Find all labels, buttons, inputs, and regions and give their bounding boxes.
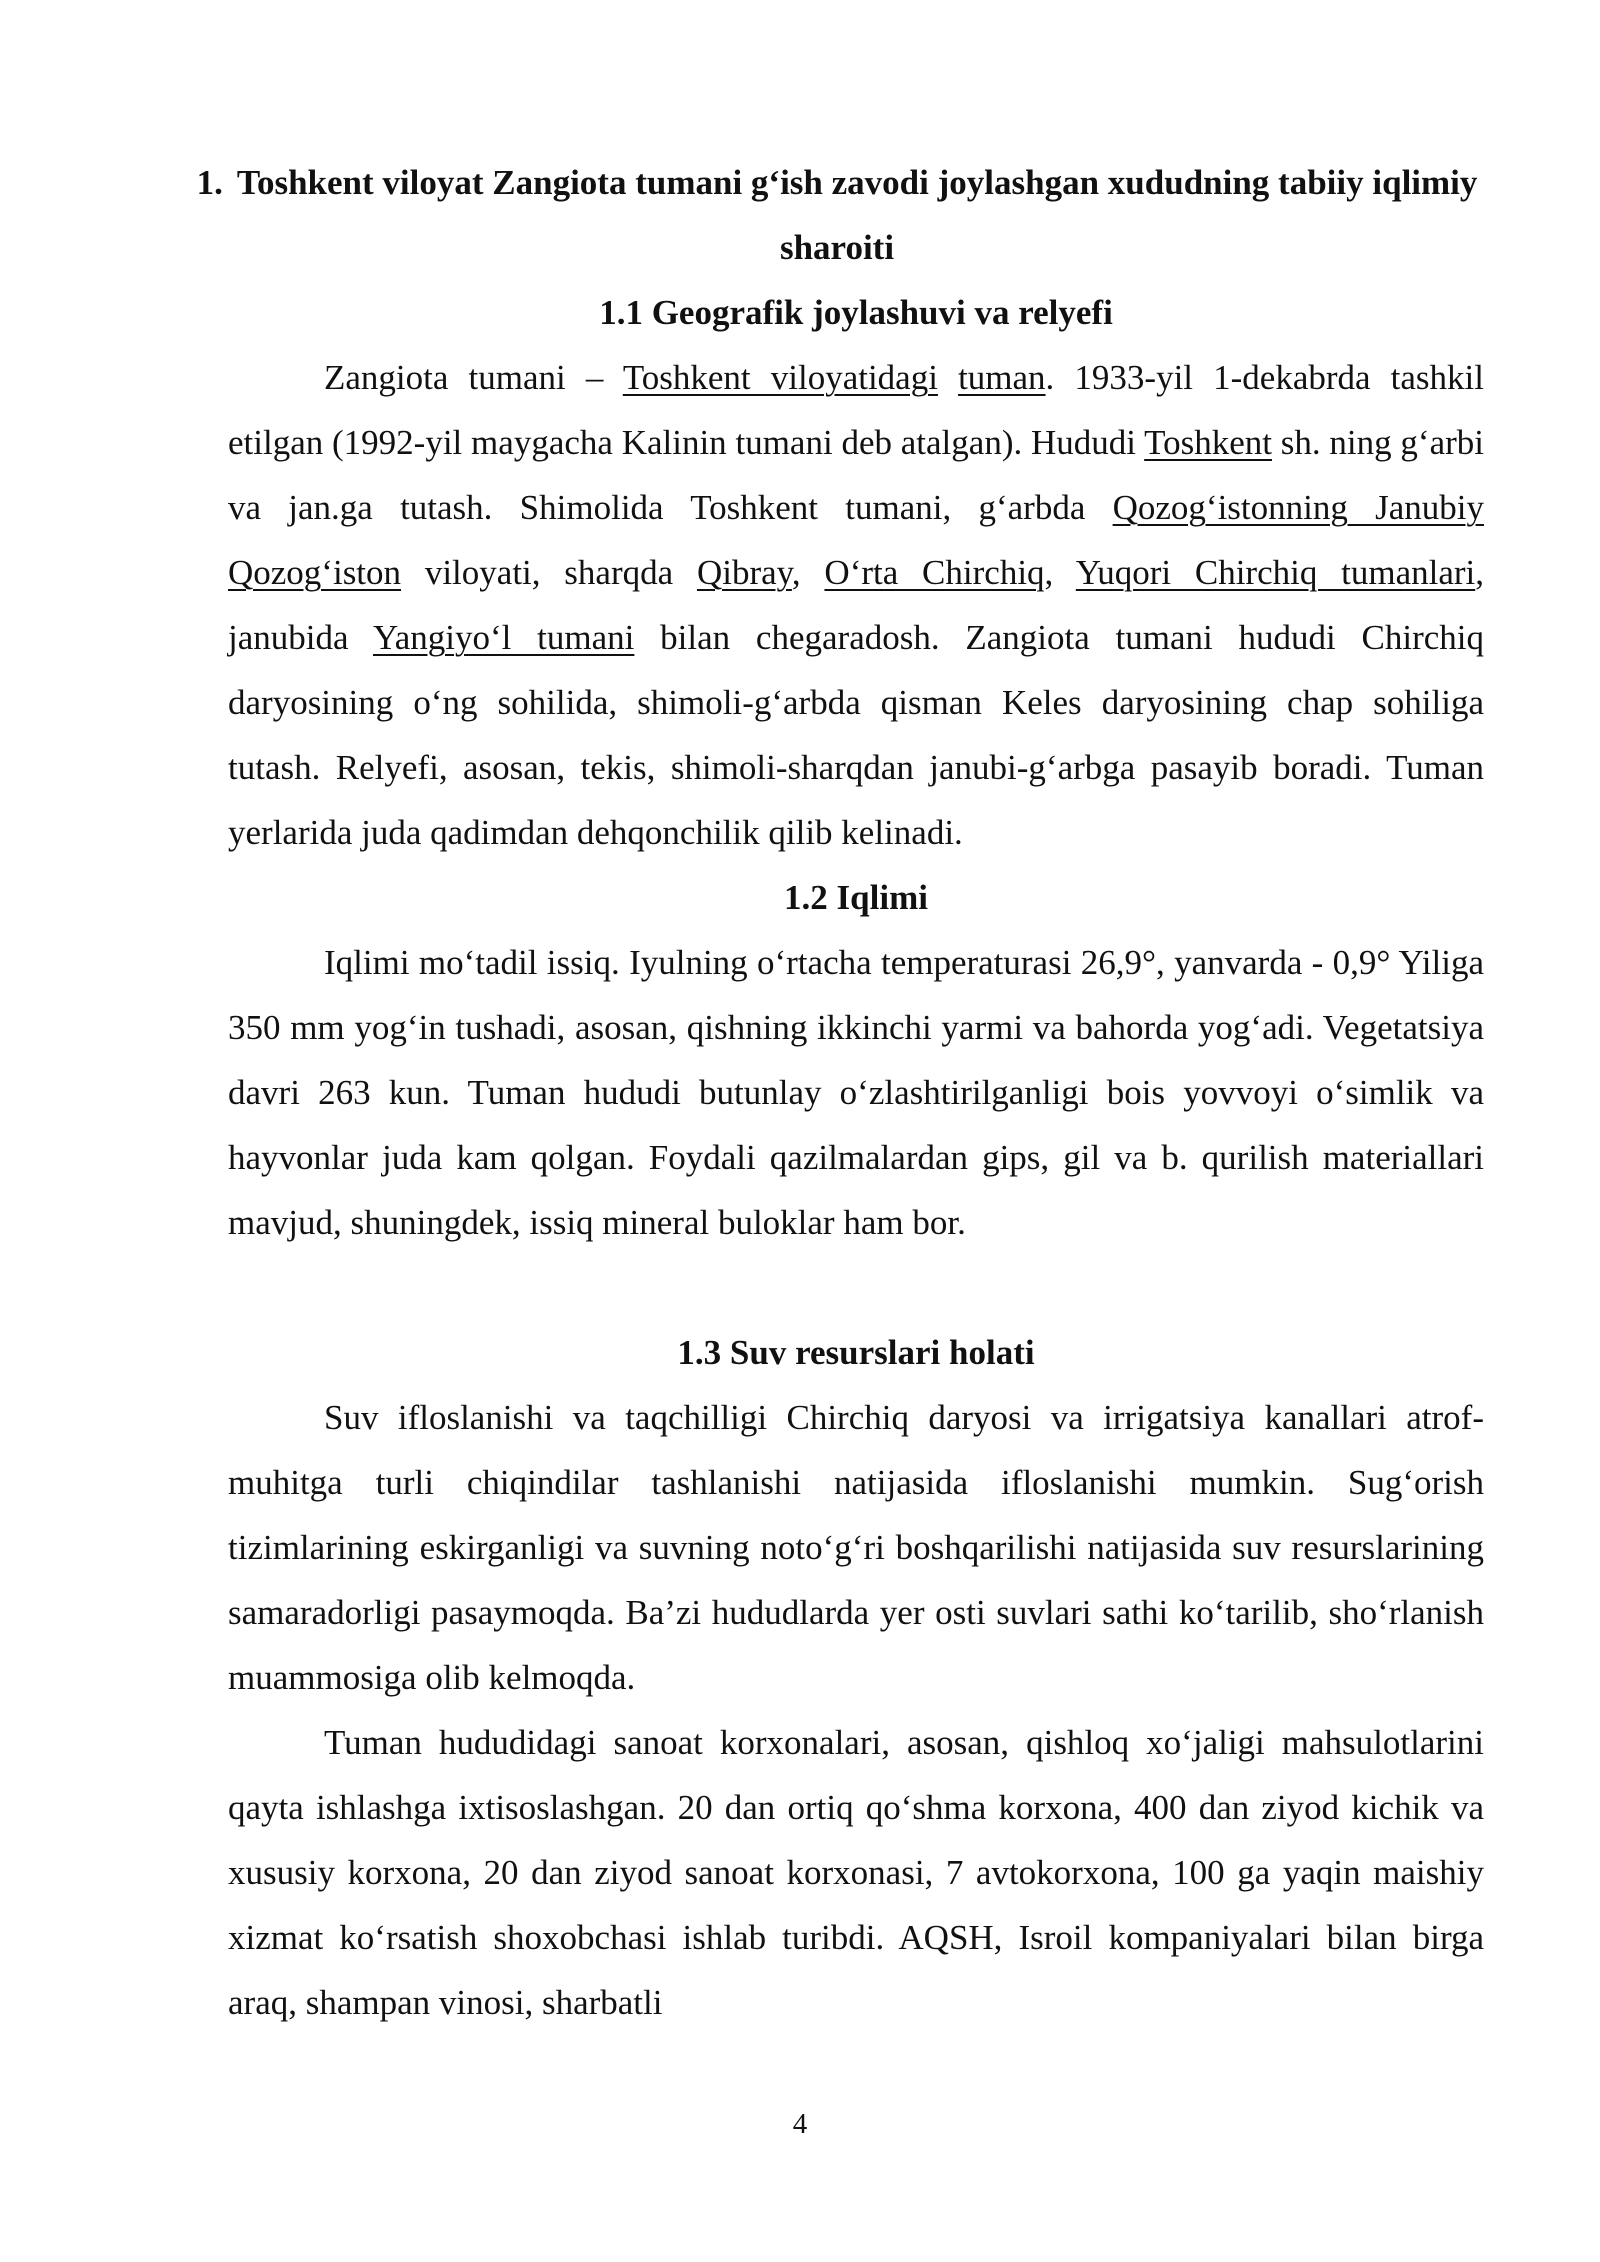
link-yangiyol-tumani[interactable]: Yangiyo‘l tumani bbox=[373, 618, 635, 657]
paragraph-geography bbox=[228, 345, 1484, 865]
chapter-title: Toshkent viloyat Zangiota tumani g‘ish zavodi joylashgan xududning tabiiy iqlimiy sharoiti bbox=[236, 163, 1478, 267]
link-toshkent[interactable]: Toshkent bbox=[1144, 423, 1272, 462]
text-run: , bbox=[1044, 553, 1076, 592]
link-toshkent-viloyatidagi[interactable]: Toshkent viloyatidagi bbox=[622, 358, 938, 397]
page-number: 4 bbox=[792, 2108, 808, 2140]
blank-line bbox=[228, 1255, 1484, 1320]
text-run bbox=[938, 358, 958, 397]
text-run: . 1933-yil 1-dekabrda tashkil etilgan (1992-yil maygacha Kalinin tumani deb atalgan). Hududi bbox=[228, 358, 1484, 462]
link-qozogiston[interactable]: Qozog‘istonning Janubiy Qozog‘iston bbox=[228, 488, 1484, 592]
link-orta-chirchiq[interactable]: O‘rta Chirchiq bbox=[824, 553, 1045, 592]
paragraph-water-2: Tuman hududidagi sanoat korxonalari, asosan, qishloq xo‘jaligi mahsulotlarini qayta ishlashga ixtisoslashgan. 20 dan ortiq qo‘shma korxona, 400 dan ziyod kichik va xususiy korxona, 20 dan ziyod sanoat korxonasi, 7 avtokorxona, 100 ga yaqin maishiy xizmat ko‘rsatish shoxobchasi ishlab turibdi. AQSH, Isroil kompaniyalari bilan birga araq, shampan vinosi, sharbatli bbox=[228, 1723, 1484, 2022]
paragraph-water-1: Suv ifloslanishi va taqchilligi Chirchiq daryosi va irrigatsiya kanallari atrof-muhitga turli chiqindilar tashlanishi natijasida ifloslanishi mumkin. Sug‘orish tizimlarining eskirganligi va suvning noto‘g‘ri boshqarilishi natijasida suv resurslarining samaradorligi pasaymoqda. Ba’zi hududlarda yer osti suvlari sathi ko‘tarilib, sho‘rlanish muammosiga olib kelmoqda. bbox=[228, 1398, 1484, 1697]
text-run: viloyati, sharqda bbox=[401, 553, 697, 592]
section-heading-geography: 1.1 Geografik joylashuvi va relyefi bbox=[599, 293, 1113, 332]
section-heading-climate: 1.2 Iqlimi bbox=[784, 878, 928, 917]
link-qibray[interactable]: Qibray bbox=[696, 553, 792, 592]
text-run: sh. ning g‘arbi va jan.ga tutash. Shimolida Toshkent tumani, g‘arbda bbox=[228, 423, 1484, 527]
link-tuman[interactable]: tuman bbox=[958, 358, 1046, 397]
section-heading-water: 1.3 Suv resurslari holati bbox=[677, 1333, 1035, 1372]
chapter-heading bbox=[190, 150, 1484, 280]
chapter-number: 1. bbox=[196, 163, 223, 202]
text-run: , janubida bbox=[228, 553, 1485, 657]
text-run: Zangiota tumani – bbox=[324, 358, 623, 397]
page-content bbox=[196, 150, 1485, 2035]
paragraph-climate: Iqlimi mo‘tadil issiq. Iyulning o‘rtacha temperaturasi 26,9°, yanvarda - 0,9° Yiliga 350 mm yog‘in tushadi, asosan, qishning ikkinchi yarmi va bahorda yog‘adi. Vegetatsiya davri 263 kun. Tuman hududi butunlay o‘zlashtirilganligi bois yovvoyi o‘simlik va hayvonlar juda kam qolgan. Foydali qazilmalardan gips, gil va b. qurilish materiallari mavjud, shuningdek, issiq mineral buloklar ham bor. bbox=[228, 943, 1484, 1242]
link-yuqori-chirchiq[interactable]: Yuqori Chirchiq tumanlari bbox=[1075, 553, 1476, 592]
text-run: bilan chegaradosh. Zangiota tumani hududi Chirchiq daryosining o‘ng sohilida, shimoli-g‘arbda qisman Keles daryosining chap sohiliga tutash. Relyefi, asosan, tekis, shimoli-sharqdan janubi-g‘arbga pasayib boradi. Tuman yerlarida juda qadimdan dehqonchilik qilib kelinadi. bbox=[228, 618, 1485, 852]
text-run: , bbox=[791, 553, 825, 592]
